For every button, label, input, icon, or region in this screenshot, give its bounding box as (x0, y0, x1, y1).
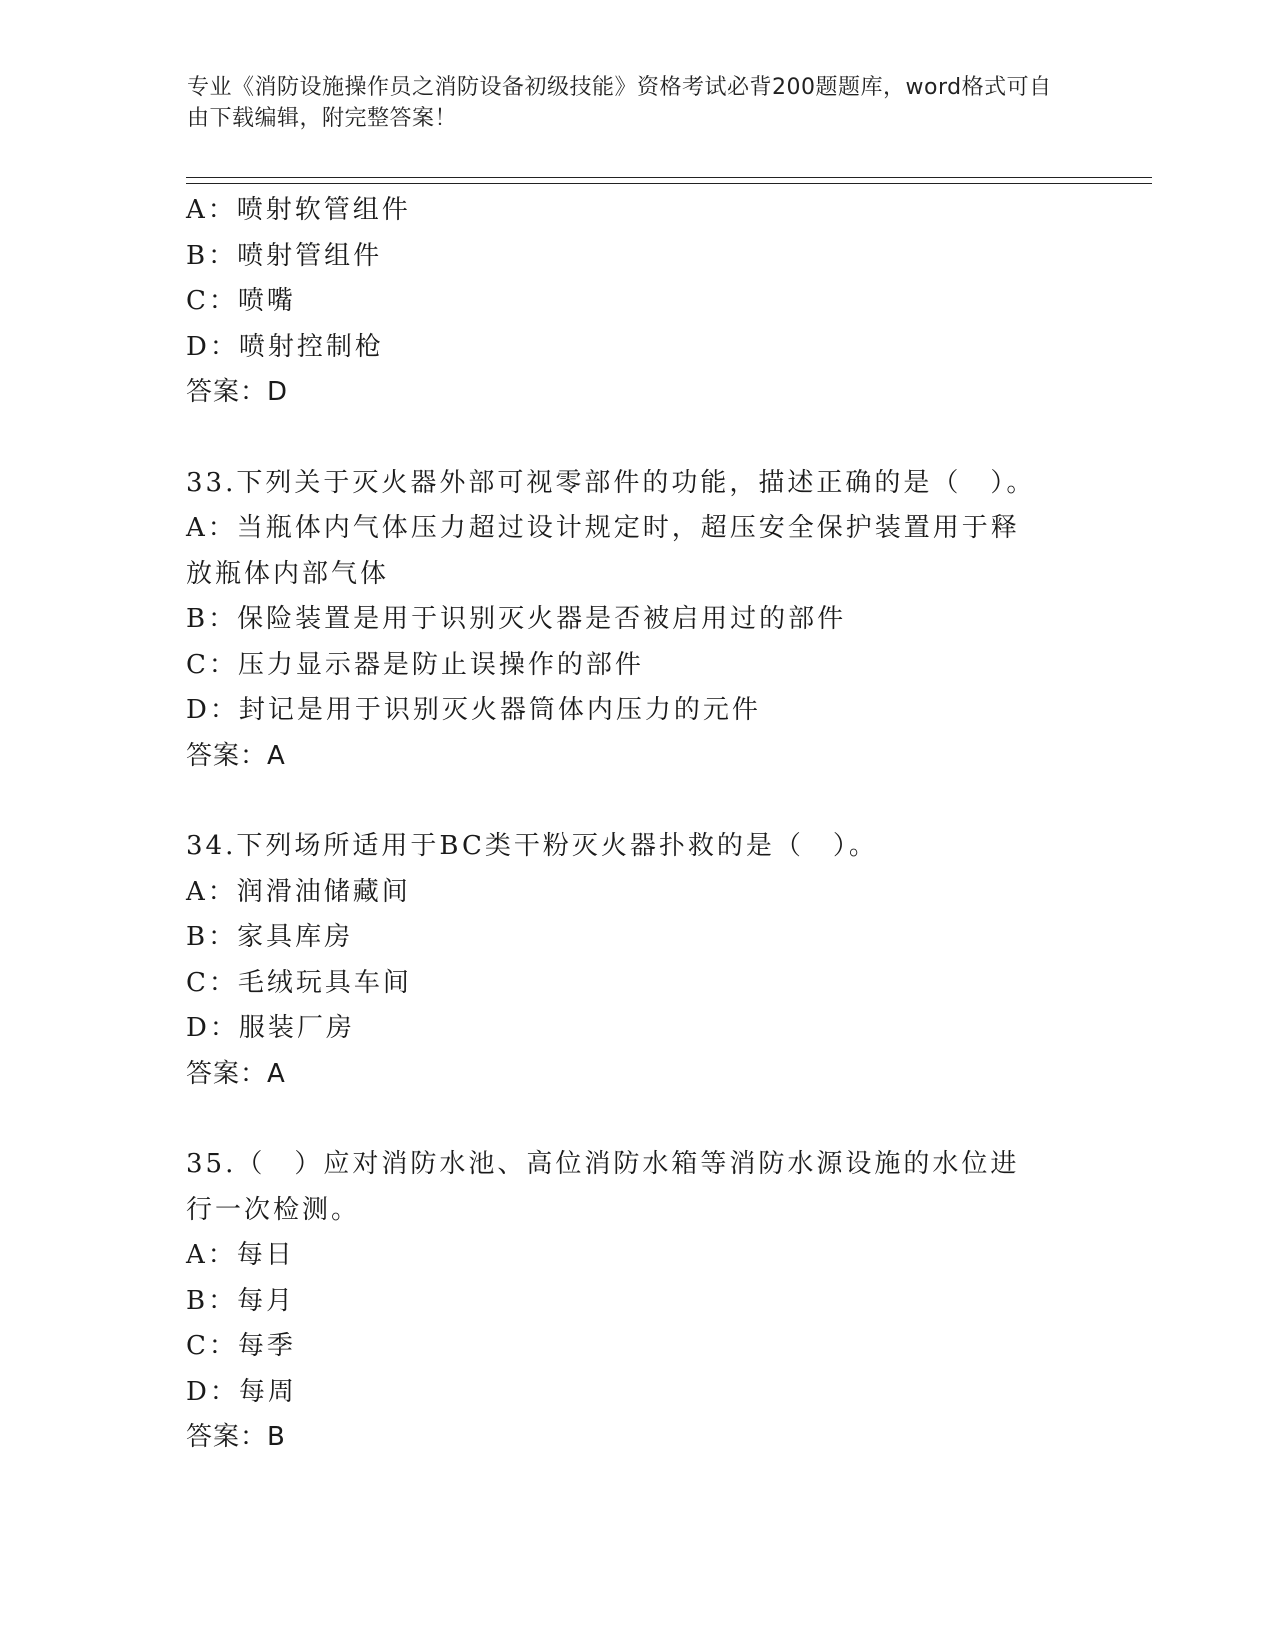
option-b: B：保险装置是用于识别灭火器是否被启用过的部件 (186, 604, 847, 634)
option-a: A：当瓶体内气体压力超过设计规定时，超压安全保护装置用于释放瓶体内部气体 (186, 513, 1020, 589)
header-rule-bottom (186, 183, 1152, 184)
answer-line: 答案：A (186, 740, 286, 771)
option-d: D：每周 (186, 1376, 297, 1407)
option-d: D：喷射控制枪 (186, 331, 384, 362)
option-c: C：喷嘴 (186, 286, 296, 316)
option-a: A：润滑油储藏间 (186, 876, 411, 907)
header-rule-top (186, 177, 1152, 178)
option-c: C：压力显示器是防止误操作的部件 (186, 649, 644, 680)
answer-line: 答案：D (186, 377, 289, 407)
document-header: 专业《消防设施操作员之消防设备初级技能》资格考试必背200题题库，word格式可自由下载编辑，附完整答案！ (187, 75, 1052, 131)
question-list (186, 188, 1086, 1461)
option-d: D：封记是用于识别灭火器筒体内压力的元件 (186, 695, 761, 725)
option-b: B：每月 (186, 1285, 296, 1316)
question-text: 33.下列关于灭火器外部可视零部件的功能，描述正确的是（ ）。 (186, 467, 1036, 498)
question-block-33 (186, 461, 1086, 780)
option-a: A：喷射软管组件 (186, 195, 411, 225)
option-a: A：每日 (186, 1240, 295, 1270)
option-c: C：每季 (186, 1331, 296, 1361)
answer-line: 答案：A (186, 1058, 286, 1089)
question-block-32 (186, 188, 1086, 416)
answer-line: 答案：B (186, 1422, 286, 1452)
question-text: 35.（ ）应对消防水池、高位消防水箱等消防水源设施的水位进行一次检测。 (186, 1149, 1020, 1225)
option-c: C：毛绒玩具车间 (186, 967, 412, 998)
option-b: B：家具库房 (186, 922, 354, 952)
option-b: B：喷射管组件 (186, 240, 383, 271)
option-d: D：服装厂房 (186, 1013, 355, 1043)
question-block-35 (186, 1142, 1086, 1461)
question-block-34 (186, 824, 1086, 1097)
question-text: 34.下列场所适用于BC类干粉灭火器扑救的是（ ）。 (186, 831, 878, 861)
